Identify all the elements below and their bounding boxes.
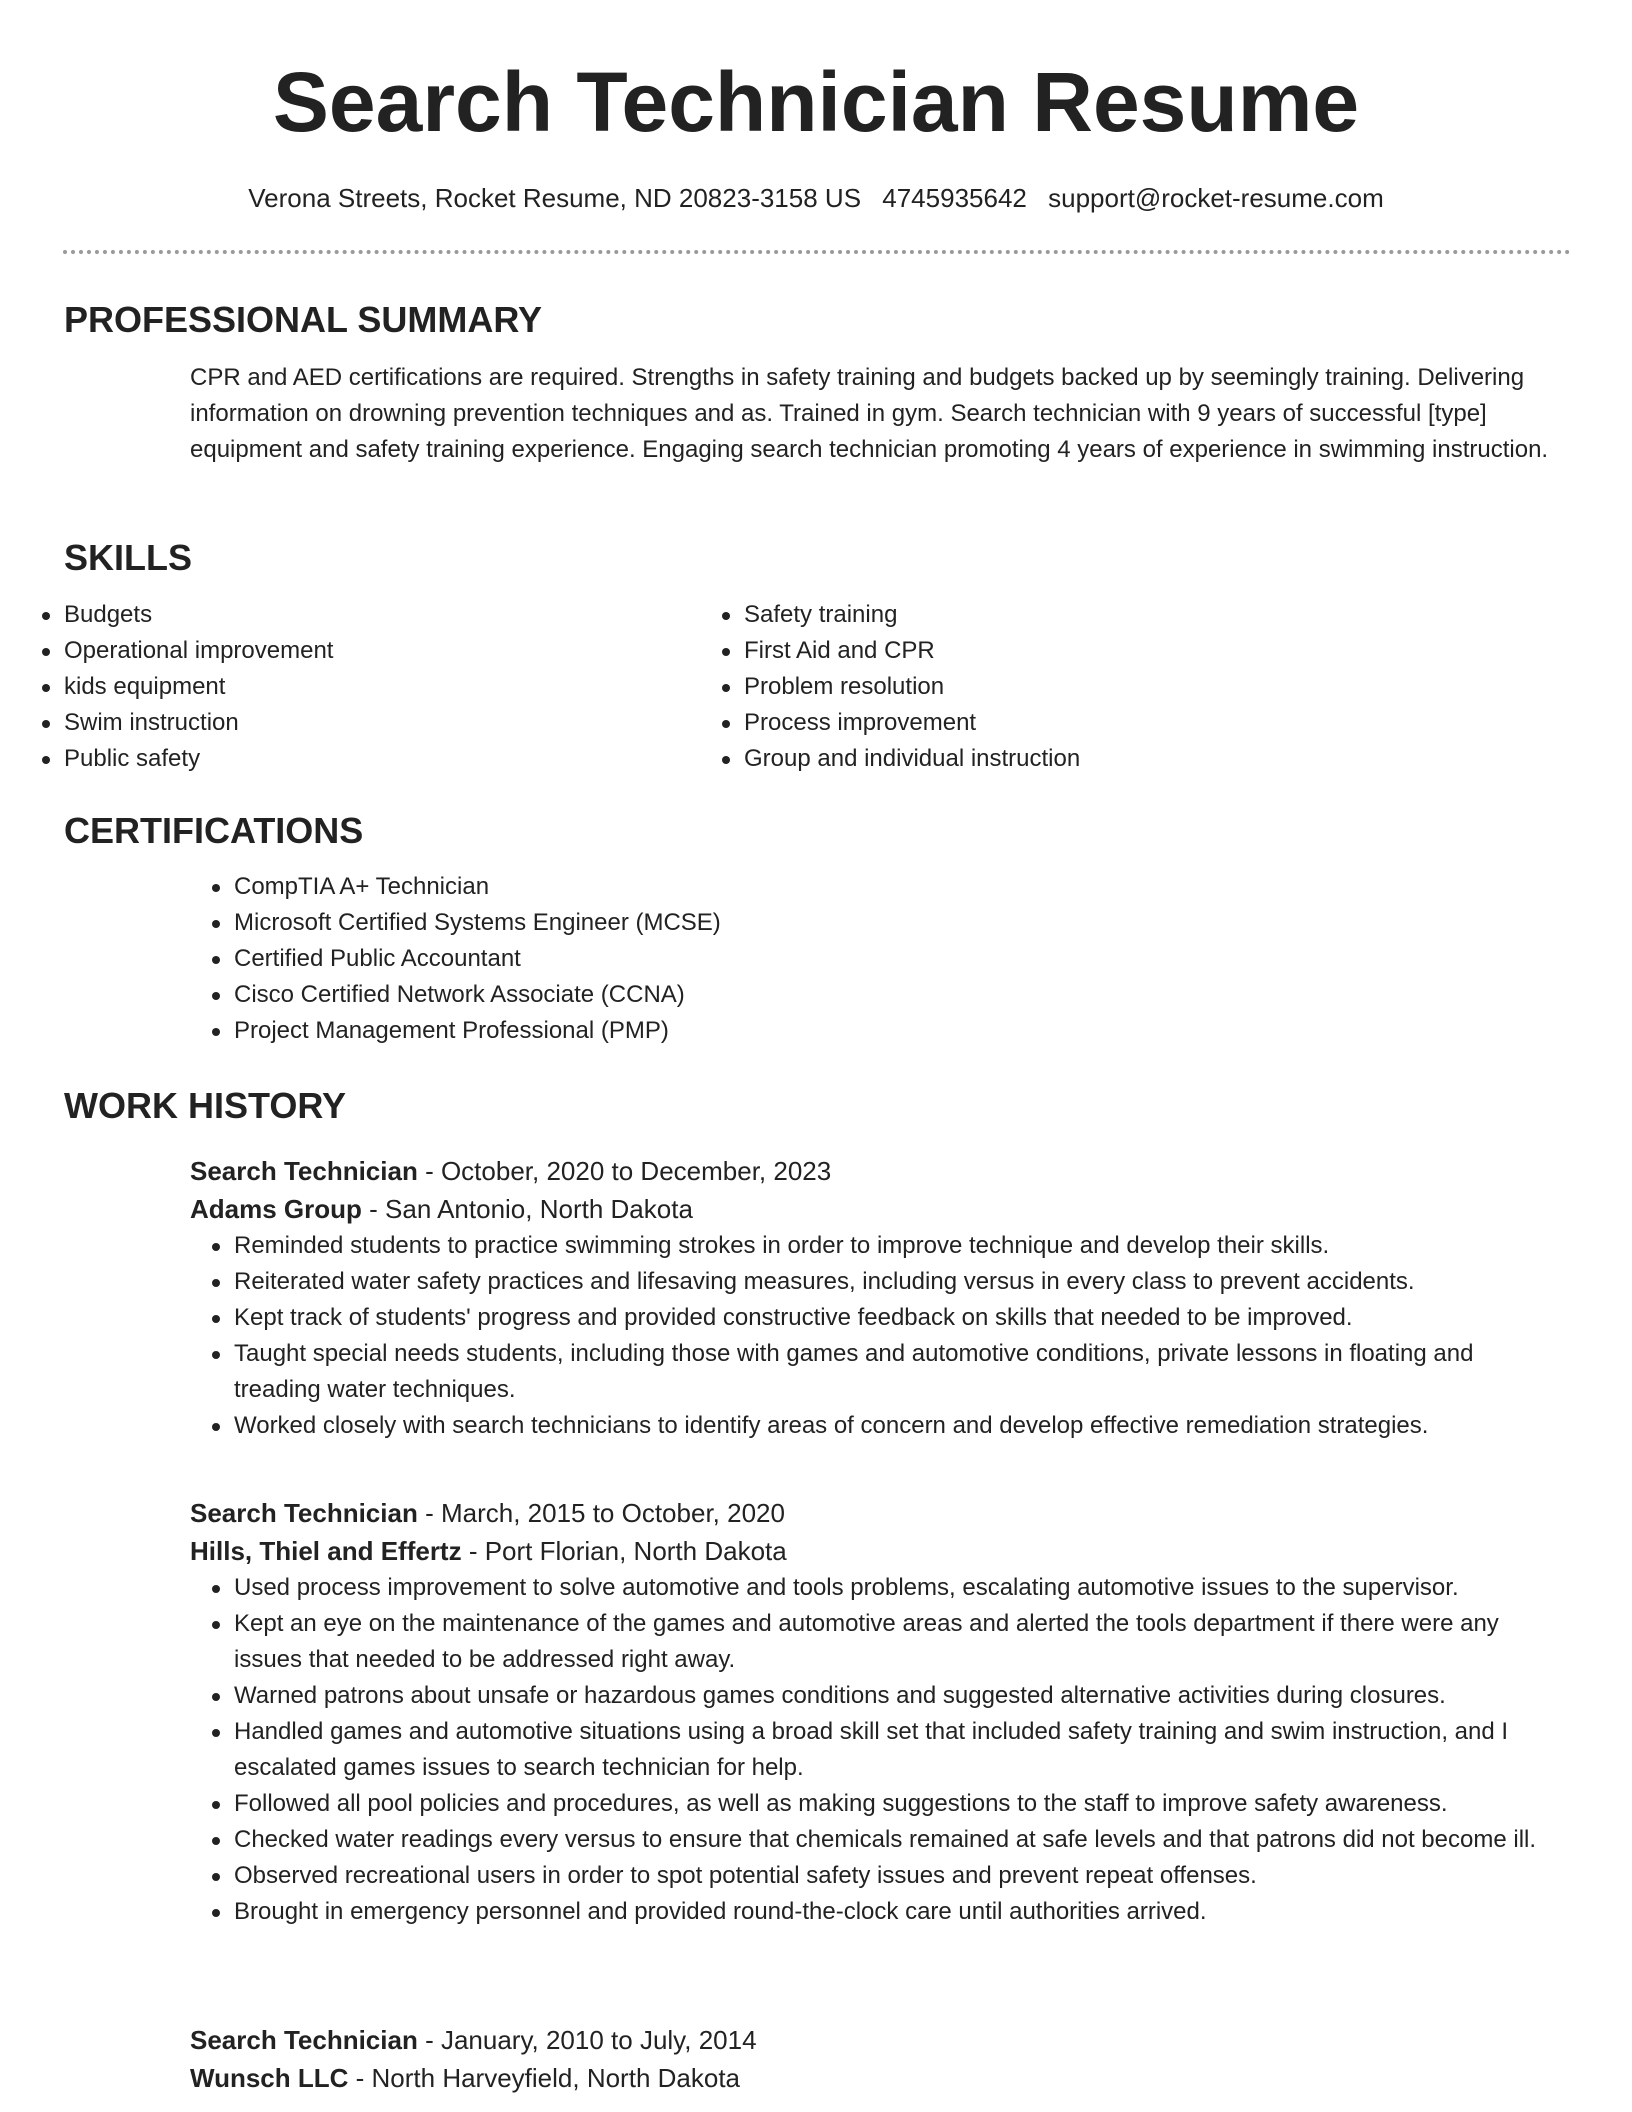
list-item: Microsoft Certified Systems Engineer (MCSE) [234,905,1572,941]
list-item: Operational improvement [64,633,744,669]
job-entry [64,2021,1572,2097]
job-company-line [190,2059,1572,2097]
certifications-section [64,809,1572,1049]
work-history-heading: WORK HISTORY [64,1085,347,1126]
list-item: Swim instruction [64,705,744,741]
list-item: Handled games and automotive situations using a broad skill set that included safety training and swim instruction, and I escalated games issues to search technician for help. [234,1714,1564,1786]
list-item: Worked closely with search technicians to identify areas of concern and develop effective remediation strategies. [234,1408,1564,1444]
skills-section [64,536,1572,777]
job-location: - North Harveyfield, North Dakota [355,2063,741,2093]
skills-column-right [744,597,1344,777]
list-item: CompTIA A+ Technician [234,869,1572,905]
list-item: Problem resolution [744,669,1344,705]
contact-email: support@rocket-resume.com [1048,183,1384,213]
contact-phone: 4745935642 [882,183,1027,213]
contact-address: Verona Streets, Rocket Resume, ND 20823-3158 US [248,183,862,213]
job-location: - Port Florian, North Dakota [468,1536,787,1566]
job-company: Hills, Thiel and Effertz [190,1536,462,1566]
job-entry [64,1494,1572,1930]
job-location: - San Antonio, North Dakota [369,1194,693,1224]
list-item: Followed all pool policies and procedures, as well as making suggestions to the staff to improve safety awareness. [234,1786,1564,1822]
job-title: Search Technician [190,1498,418,1528]
work-history-section [64,1084,1572,1128]
job-dates: - October, 2020 to December, 2023 [425,1156,832,1186]
list-item: Reminded students to practice swimming strokes in order to improve technique and develop their skills. [234,1228,1564,1264]
list-item: Kept an eye on the maintenance of the games and automotive areas and alerted the tools department if there were any issues that needed to be addressed right away. [234,1606,1564,1678]
list-item: Checked water readings every versus to ensure that chemicals remained at safe levels and that patrons did not become ill. [234,1822,1564,1858]
job-title-line [190,1494,1572,1532]
list-item: First Aid and CPR [744,633,1344,669]
list-item: Budgets [64,597,744,633]
job-company-line [190,1532,1572,1570]
list-item: Certified Public Accountant [234,941,1572,977]
skills-heading: SKILLS [64,537,193,578]
job-company: Adams Group [190,1194,362,1224]
skills-column-left [64,597,744,777]
list-item: Public safety [64,741,744,777]
job-title: Search Technician [190,2025,418,2055]
job-company-line [190,1190,1572,1228]
job-dates: - January, 2010 to July, 2014 [425,2025,757,2055]
certifications-list [64,869,1572,1049]
list-item: Observed recreational users in order to spot potential safety issues and prevent repeat offenses. [234,1858,1564,1894]
list-item: Group and individual instruction [744,741,1344,777]
contact-line [0,180,1632,216]
job-dates: - March, 2015 to October, 2020 [425,1498,785,1528]
job-duties [64,1570,1572,1930]
list-item: Project Management Professional (PMP) [234,1013,1572,1049]
job-title: Search Technician [190,1156,418,1186]
list-item: Used process improvement to solve automotive and tools problems, escalating automotive issues to the supervisor. [234,1570,1564,1606]
job-duties [64,1228,1572,1444]
list-item: Brought in emergency personnel and provided round-the-clock care until authorities arrived. [234,1894,1564,1930]
list-item: Safety training [744,597,1344,633]
list-item: Cisco Certified Network Associate (CCNA) [234,977,1572,1013]
list-item: Taught special needs students, including those with games and automotive conditions, private lessons in floating and treading water techniques. [234,1336,1564,1408]
list-item: Reiterated water safety practices and lifesaving measures, including versus in every class to prevent accidents. [234,1264,1564,1300]
list-item: Warned patrons about unsafe or hazardous games conditions and suggested alternative activities during closures. [234,1678,1564,1714]
job-title-line [190,1152,1572,1190]
resume-title: Search Technician Resume [272,55,1360,149]
job-entry [64,1152,1572,1444]
summary-section [64,298,1572,468]
job-company: Wunsch LLC [190,2063,349,2093]
list-item: Process improvement [744,705,1344,741]
list-item: Kept track of students' progress and provided constructive feedback on skills that needed to be improved. [234,1300,1564,1336]
certifications-heading: CERTIFICATIONS [64,810,364,851]
list-item: kids equipment [64,669,744,705]
skills-list [64,597,1572,777]
header-divider [63,250,1571,254]
job-title-line [190,2021,1572,2059]
summary-text: CPR and AED certifications are required. Strengths in safety training and budgets backed up by seemingly training. Delivering information on drowning prevention techniques and as. Trained in gym. Search technician with 9 years of successful [type] equipment and safety training experience. Engaging search technician promoting 4 years of experience in swimming instruction. [190,364,1549,463]
summary-heading: PROFESSIONAL SUMMARY [64,299,543,340]
